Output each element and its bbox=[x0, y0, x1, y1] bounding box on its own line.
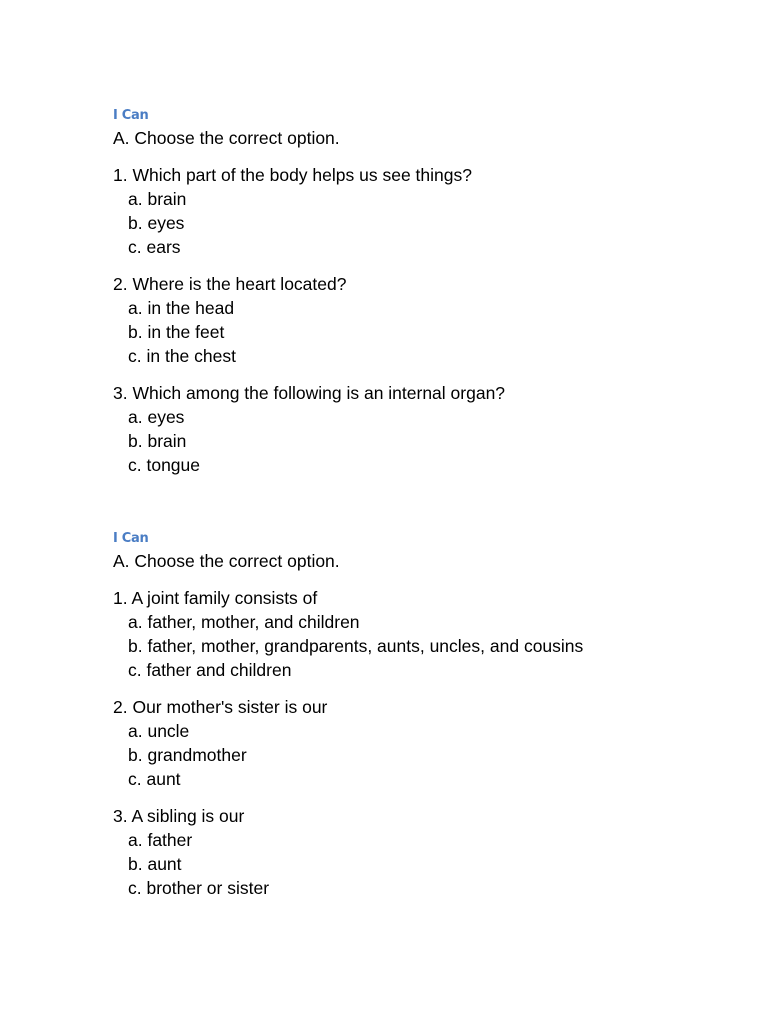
question-text: 1. A joint family consists of bbox=[113, 588, 318, 608]
section-heading: I Can bbox=[113, 531, 149, 546]
question-3 bbox=[113, 804, 713, 900]
worksheet-section-1 bbox=[113, 106, 713, 477]
option-b: b. brain bbox=[128, 431, 187, 451]
question-text: 2. Where is the heart located? bbox=[113, 274, 347, 294]
option-c: c. ears bbox=[128, 237, 181, 257]
question-text: 3. Which among the following is an internal organ? bbox=[113, 383, 506, 403]
question-3 bbox=[113, 381, 713, 477]
section-instruction: A. Choose the correct option. bbox=[113, 551, 340, 571]
option-b: b. father, mother, grandparents, aunts, uncles, and cousins bbox=[128, 636, 584, 656]
question-2 bbox=[113, 272, 713, 368]
worksheet-section-2 bbox=[113, 529, 713, 900]
option-c: c. in the chest bbox=[128, 346, 236, 366]
section-heading: I Can bbox=[113, 108, 149, 123]
option-a: a. eyes bbox=[128, 407, 185, 427]
question-text: 1. Which part of the body helps us see things? bbox=[113, 165, 472, 185]
section-instruction: A. Choose the correct option. bbox=[113, 128, 340, 148]
option-b: b. in the feet bbox=[128, 322, 225, 342]
option-c: c. tongue bbox=[128, 455, 200, 475]
question-2 bbox=[113, 695, 713, 791]
option-c: c. aunt bbox=[128, 769, 181, 789]
question-1 bbox=[113, 163, 713, 259]
option-b: b. grandmother bbox=[128, 745, 247, 765]
option-b: b. eyes bbox=[128, 213, 185, 233]
option-a: a. uncle bbox=[128, 721, 190, 741]
question-1 bbox=[113, 586, 713, 682]
option-a: a. father, mother, and children bbox=[128, 612, 360, 632]
option-a: a. brain bbox=[128, 189, 187, 209]
option-b: b. aunt bbox=[128, 854, 182, 874]
option-a: a. father bbox=[128, 830, 193, 850]
option-a: a. in the head bbox=[128, 298, 235, 318]
question-text: 3. A sibling is our bbox=[113, 806, 245, 826]
option-c: c. brother or sister bbox=[128, 878, 270, 898]
question-text: 2. Our mother's sister is our bbox=[113, 697, 328, 717]
option-c: c. father and children bbox=[128, 660, 292, 680]
